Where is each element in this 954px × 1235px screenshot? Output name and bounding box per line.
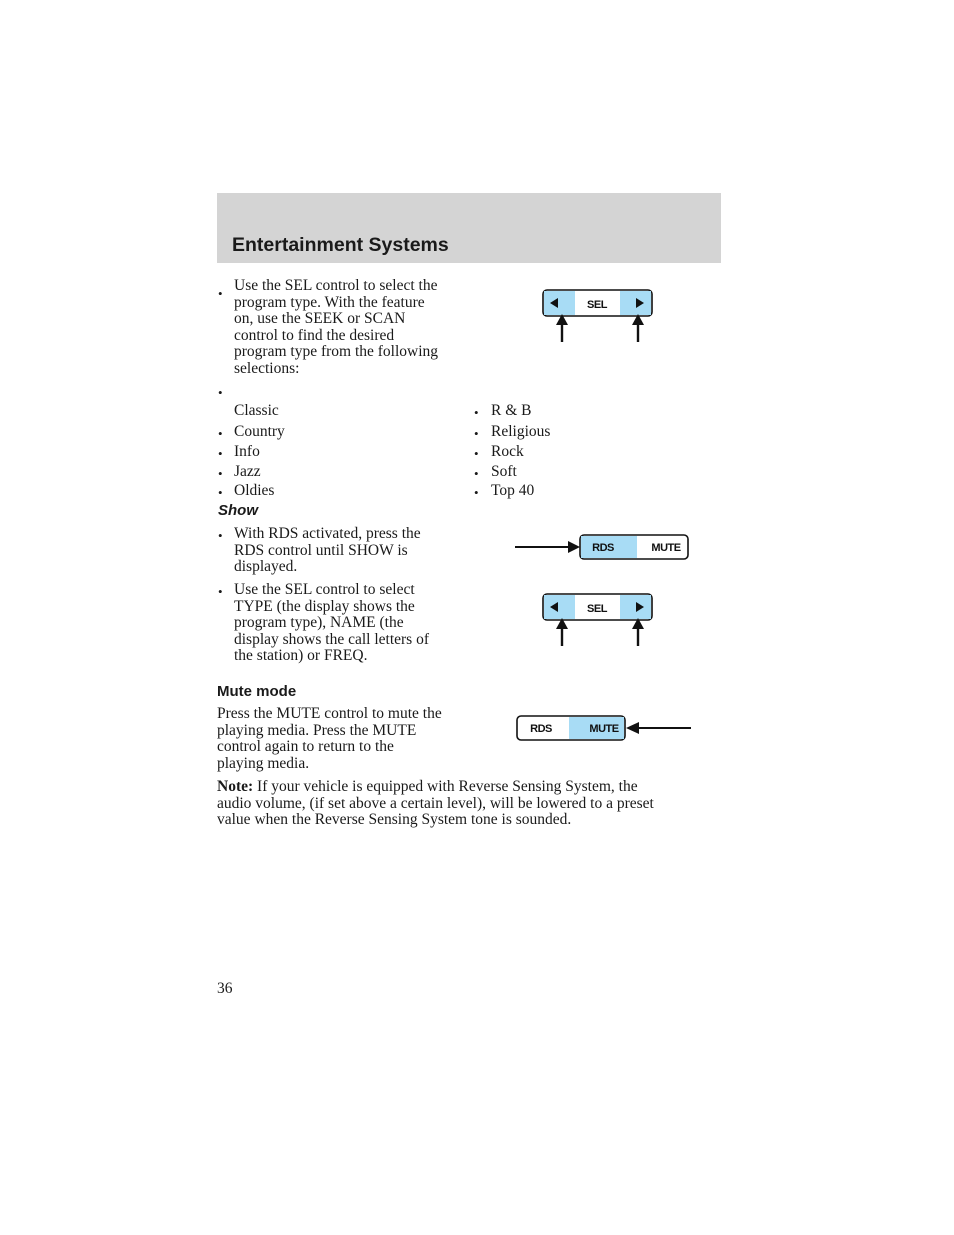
- note-label: Note:: [217, 778, 254, 795]
- page-number: 36: [217, 980, 233, 997]
- seek-right-segment: [620, 595, 651, 619]
- bullet-glyph: •: [474, 426, 479, 441]
- note-line: [217, 779, 638, 796]
- mute-line: control again to return to the: [217, 738, 394, 755]
- list-item: Classic: [234, 402, 279, 419]
- note-text: If your vehicle is equipped with Reverse Sensing System, the: [253, 778, 638, 795]
- sel-label: SEL: [587, 299, 607, 311]
- mute-line: playing media.: [217, 754, 310, 772]
- bullet-glyph: •: [218, 385, 223, 400]
- bullet-glyph: •: [218, 466, 223, 481]
- rds-label: RDS: [530, 723, 552, 735]
- bullet-glyph: •: [218, 426, 223, 441]
- show-line: With RDS activated, press the: [234, 525, 421, 542]
- show-line: Use the SEL control to select: [234, 581, 415, 598]
- list-item: Soft: [491, 463, 517, 480]
- bullet-glyph: •: [474, 405, 479, 420]
- mute-line: Press the MUTE control to mute the: [217, 705, 442, 722]
- intro-line: selections:: [234, 359, 300, 377]
- mute-mode-heading: Mute mode: [217, 683, 297, 700]
- show-line: program type), NAME (the: [234, 614, 404, 631]
- bullet-glyph: •: [474, 446, 479, 461]
- sel-control-diagram: [538, 591, 658, 651]
- list-item: Oldies: [234, 482, 275, 499]
- intro-line: program type. With the feature: [234, 293, 425, 311]
- mute-label: MUTE: [651, 542, 681, 554]
- pointer-arrowhead-icon: [626, 722, 639, 734]
- bullet-glyph: •: [218, 528, 223, 543]
- mute-control-diagram: [514, 713, 694, 745]
- sel-label: SEL: [587, 603, 607, 615]
- intro-line: program type from the following: [234, 343, 439, 360]
- seek-left-segment: [544, 595, 575, 619]
- rds-label: RDS: [592, 542, 614, 554]
- intro-line: Use the SEL control to select the: [234, 277, 438, 294]
- show-heading: Show: [218, 502, 258, 519]
- list-item: Top 40: [491, 482, 535, 499]
- list-item: Info: [234, 443, 260, 460]
- show-line: the station) or FREQ.: [234, 647, 368, 664]
- seek-right-segment: [620, 291, 651, 315]
- bullet-glyph: •: [474, 485, 479, 500]
- sel-control-diagram: [538, 287, 658, 347]
- intro-line: control to find the desired: [234, 326, 395, 344]
- show-line: TYPE (the display shows the: [234, 597, 415, 615]
- intro-line: on, use the SEEK or SCAN: [234, 310, 406, 327]
- list-item: Rock: [491, 443, 524, 460]
- bullet-glyph: •: [218, 485, 223, 500]
- note-line: audio volume, (if set above a certain level), will be lowered to a preset: [217, 794, 654, 812]
- bullet-glyph: •: [218, 446, 223, 461]
- list-item: R & B: [491, 402, 532, 419]
- seek-left-segment: [544, 291, 575, 315]
- show-line: displayed.: [234, 558, 298, 575]
- rds-control-diagram: [512, 532, 692, 564]
- list-item: Religious: [491, 423, 551, 440]
- bullet-glyph: •: [218, 584, 223, 599]
- section-title: Entertainment Systems: [232, 234, 449, 256]
- note-line: value when the Reverse Sensing System tone is sounded.: [217, 811, 572, 828]
- list-item: Jazz: [234, 463, 261, 480]
- bullet-glyph: •: [474, 466, 479, 481]
- bullet-glyph: •: [218, 286, 223, 301]
- mute-line: playing media. Press the MUTE: [217, 721, 417, 739]
- pointer-arrowhead-icon: [568, 541, 580, 553]
- list-item: Country: [234, 423, 285, 440]
- show-line: RDS control until SHOW is: [234, 541, 408, 559]
- mute-label: MUTE: [589, 723, 619, 735]
- show-line: display shows the call letters of: [234, 630, 429, 648]
